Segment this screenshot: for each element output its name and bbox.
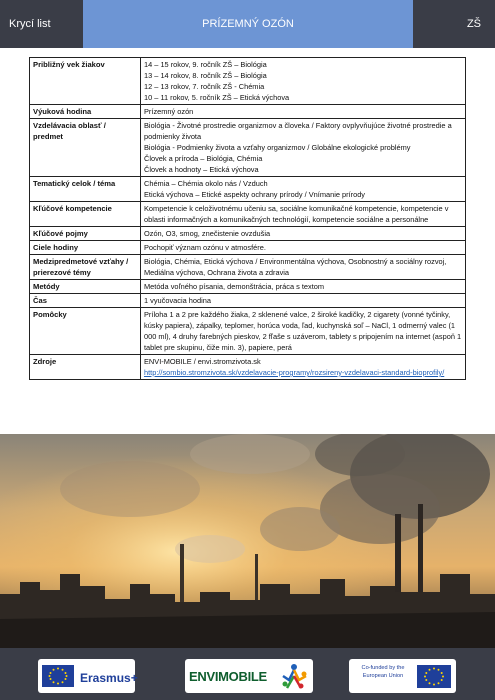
row-value — [141, 227, 466, 241]
smog-photo-illustration — [0, 434, 495, 648]
header-right-block — [413, 0, 495, 48]
eu-flag-icon — [417, 665, 451, 688]
row-value-line: Kompetencie k celoživotnému učeniu sa, sociálne komunikačné kompetencie, kompetencie v oblasti informačných a komunikačných technológií, kompetencie sociálne a personálne — [144, 204, 449, 224]
row-value — [141, 202, 466, 227]
row-label: Kľúčové kompetencie — [30, 202, 141, 227]
cover-sheet-table-body — [30, 58, 466, 380]
row-value-line: Pochopiť význam ozónu v atmosfére. — [144, 243, 266, 252]
cover-sheet-table — [29, 57, 466, 380]
row-value-line: Biológia, Chémia, Etická výchova / Environmentálna výchova, Osobnostný a sociálny rozvoj, Mediálna výchova, Ochrana života a zdravia — [144, 257, 447, 277]
header-title-block — [83, 0, 413, 48]
people-star-icon — [279, 662, 309, 690]
row-label: Tematický celok / téma — [30, 177, 141, 202]
footer-bar — [0, 648, 495, 700]
row-value — [141, 58, 466, 105]
header-right-label: ZŠ — [466, 18, 481, 30]
row-label: Výuková hodina — [30, 105, 141, 119]
table-row — [30, 58, 466, 105]
row-value-line: Prízemný ozón — [144, 107, 194, 116]
row-label: Čas — [30, 294, 141, 308]
eu-flag-icon — [42, 665, 74, 687]
table-row — [30, 308, 466, 355]
row-label: Metódy — [30, 280, 141, 294]
row-value-line: Metóda voľného písania, demonštrácia, práca s textom — [144, 282, 325, 291]
envimobile-wordmark: ENVIMOBILE — [189, 669, 267, 684]
smog-photo — [0, 434, 495, 648]
row-value-line: 10 – 11 rokov, 5. ročník ZŠ – Etická výchova — [144, 93, 290, 102]
row-value-line: 12 – 13 rokov, 7. ročník ZŠ - Chémia — [144, 82, 265, 91]
row-value-line: Biológia - Podmienky života a vzťahy organizmov / Globálne ekologické problémy — [144, 143, 411, 152]
table-row — [30, 294, 466, 308]
row-label: Pomôcky — [30, 308, 141, 355]
row-value-line: Chémia – Chémia okolo nás / Vzduch — [144, 179, 268, 188]
row-value — [141, 294, 466, 308]
table-row — [30, 241, 466, 255]
row-value-line: 14 – 15 rokov, 9. ročník ZŠ – Biológia — [144, 60, 267, 69]
row-value-line: Biológia - Životné prostredie organizmov a človeka / Faktory ovplyvňujúce životné prostredie a podmienky života — [144, 121, 452, 141]
cofunded-eu-logo — [349, 659, 456, 693]
erasmus-logo — [38, 659, 138, 693]
table-row — [30, 355, 466, 380]
row-label: Kľúčové pojmy — [30, 227, 141, 241]
table-row — [30, 202, 466, 227]
table-row — [30, 255, 466, 280]
row-value-line: Etická výchova – Etické aspekty ochrany prírody / Vnímanie prírody — [144, 190, 365, 199]
envimobile-logo — [185, 659, 313, 693]
header-bar — [0, 0, 495, 48]
row-value-line: Človek a príroda – Biológia, Chémia — [144, 154, 263, 163]
row-value — [141, 355, 466, 380]
row-value-line: 13 – 14 rokov, 8. ročník ZŠ – Biológia — [144, 71, 267, 80]
row-value-line: Príloha 1 a 2 pre každého žiaka, 2 sklenené valce, 2 široké kadičky, 2 cigarety (vonné tyčinky, kúsky papiera), zápalky, teplomer, horúca voda, ľad, kuchynská soľ – NaCl, 1 odmerný valec (1 000 ml), 4 druhy farebných pieskov, 2 fľaše s uzáverom, tablety s pripojením na internet (aspoň 1 tablet pre skupinu, čiže min. 3), papiere, perá — [144, 310, 462, 352]
row-value — [141, 280, 466, 294]
row-value — [141, 241, 466, 255]
row-value-line: Ozón, O3, smog, znečistenie ovzdušia — [144, 229, 271, 238]
erasmus-wordmark: Erasmus+ — [80, 671, 138, 685]
row-label: Zdroje — [30, 355, 141, 380]
row-value — [141, 119, 466, 177]
row-value-line: ENVI-MOBILE / envi.stromzivota.sk — [144, 357, 261, 366]
header-left-label: Krycí list — [9, 18, 51, 30]
page-title: PRÍZEMNÝ OZÓN — [202, 18, 294, 30]
row-value — [141, 255, 466, 280]
source-link[interactable]: http://sombio.stromzivota.sk/vzdelavacie-programy/rozsireny-vzdelavaci-standard-bioprofily/ — [144, 368, 445, 377]
row-value-line: 1 vyučovacia hodina — [144, 296, 211, 305]
row-value-line: Človek a hodnoty – Etická výchova — [144, 165, 259, 174]
header-left-block — [0, 0, 83, 48]
row-value — [141, 308, 466, 355]
row-value — [141, 105, 466, 119]
row-label: Približný vek žiakov — [30, 58, 141, 105]
row-label: Ciele hodiny — [30, 241, 141, 255]
table-row — [30, 105, 466, 119]
table-row — [30, 119, 466, 177]
row-value — [141, 177, 466, 202]
cofunded-eu-text: Co-funded by the European Union — [361, 665, 405, 679]
row-label: Medzipredmetové vzťahy / prierezové témy — [30, 255, 141, 280]
table-row — [30, 280, 466, 294]
table-row — [30, 177, 466, 202]
table-row — [30, 227, 466, 241]
row-label: Vzdelávacia oblasť / predmet — [30, 119, 141, 177]
